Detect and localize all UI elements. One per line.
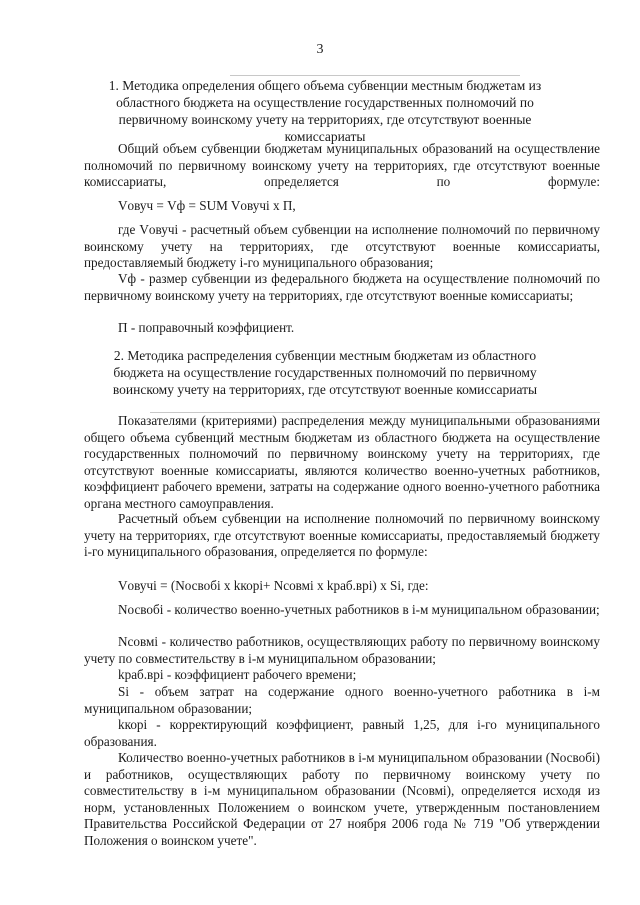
section-1-definition-2: Vф - размер субвенции из федерального бюджета на осуществление полномочий по первичному воинскому учету на территориях, где отсутствуют военные комиссариаты; (84, 271, 600, 303)
scan-artifact-line (230, 75, 520, 76)
section-1-intro: Общий объем субвенции бюджетам муниципальных образований на осуществление полномочий по первичному воинскому учету на территориях, где отсутствуют военные комиссариаты, определяется по формуле: (84, 141, 600, 190)
page-number: 3 (316, 42, 324, 57)
section-2-definition-2: Nсовмі - количество работников, осуществляющих работу по первичному воинскому учету по совместительству в і-м муниципальном образовании; (84, 634, 600, 666)
section-2-definition-4: Si - объем затрат на содержание одного военно-учетного работника в і-м муниципальном образовании; (84, 684, 600, 716)
section-2-definition-5: kкорі - корректирующий коэффициент, равный 1,25, для і-го муниципального образования. (84, 717, 600, 749)
section-2-paragraph-2: Расчетный объем субвенции на исполнение полномочий по первичному воинскому учету на территориях, где отсутствуют военные комиссариаты, предоставляемый бюджету і-го муниципального образования, определяется по формуле: (84, 511, 600, 560)
section-2-formula: Vовучі = (Nосвобі х kкорі+ Nсовмі х kраб.врі) х Si, где: (118, 578, 429, 593)
section-2-paragraph-1: Показателями (критериями) распределения между муниципальными образованиями общего объема субвенций местным бюджетам из областного бюджета на осуществление государственных полномочий по первичному воинскому учету на территориях, где отсутствуют военные комиссариаты, являются количество военно-учетных работников, коэффициент рабочего времени, затраты на содержание одного военно-учетного работника органа местного самоуправления. (84, 413, 600, 511)
section-1-title: 1. Методика определения общего объема субвенции местным бюджетам из областного бюджета на осуществление государственных полномочий по первичному воинскому учету на территориях, где отсутствуют военные комиссариаты (108, 78, 542, 144)
section-2-paragraph-3: Количество военно-учетных работников в і-м муниципальном образовании (Nосвобі) и работников, осуществляющих работу по первичному воинскому учету по совместительству в і-м муниципальном образовании (Nсовмі), определяется исходя из норм, установленных Положением о воинском учете, утвержденным постановлением Правительства Российской Федерации от 27 ноября 2006 года № 719 "Об утверждении Положения о воинском учете". (84, 750, 600, 848)
section-1-formula: Vовуч = Vф = SUM Vовучі х П, (118, 198, 296, 213)
section-1-definition-1: где Vовучі - расчетный объем субвенции на исполнение полномочий по первичному воинскому учету на территориях, где отсутствуют военные комиссариаты, предоставляемый бюджету і-го муниципального образования; (84, 222, 600, 271)
section-2-title: 2. Методика распределения субвенции местным бюджетам из областного бюджета на осуществление государственных полномочий по первичному воинскому учету на территориях, где отсутствуют военные комиссариаты (112, 348, 538, 397)
section-1-definition-3: П - поправочный коэффициент. (118, 320, 295, 335)
section-2-definition-3: kраб.врі - коэффициент рабочего времени; (118, 667, 357, 682)
section-2-definition-1: Nосвобі - количество военно-учетных работников в і-м муниципальном образовании; (118, 602, 600, 617)
